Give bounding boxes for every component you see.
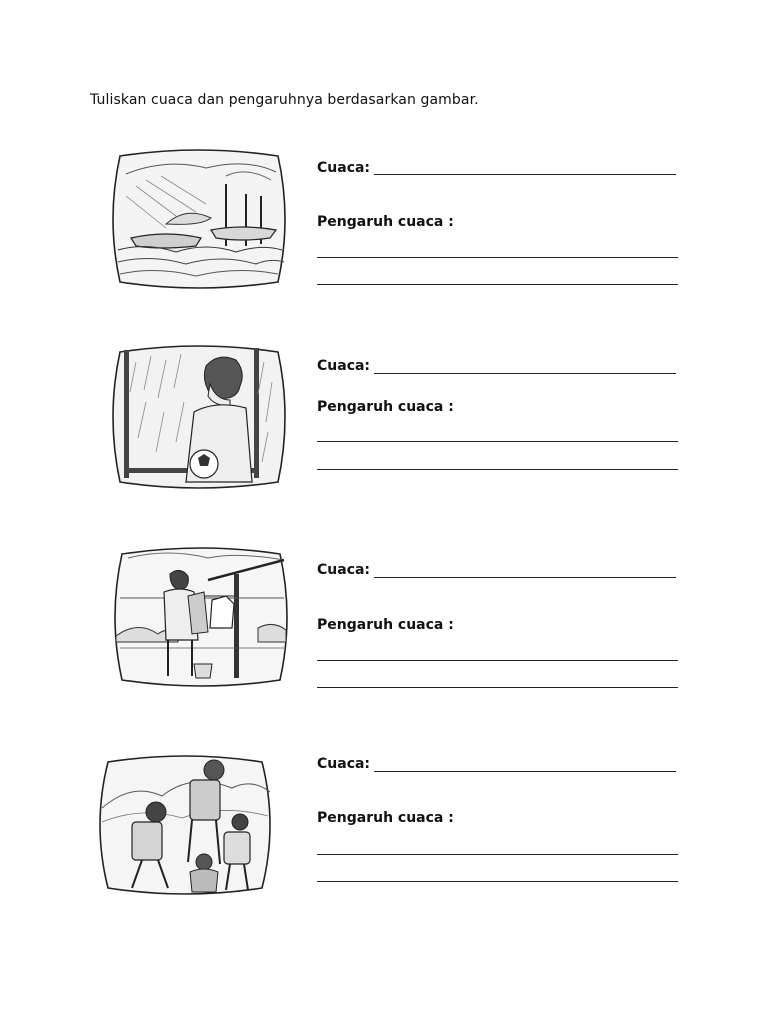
exercise-item-1	[0, 146, 768, 306]
pengaruh-answer-line-2[interactable]	[317, 284, 678, 285]
pengaruh-answer-line-1[interactable]	[317, 854, 678, 855]
pengaruh-answer-line-2[interactable]	[317, 687, 678, 688]
cuaca-label: Cuaca:	[317, 562, 371, 578]
cuaca-answer-line[interactable]	[374, 771, 676, 772]
pengaruh-cuaca-label: Pengaruh cuaca :	[317, 399, 454, 415]
pengaruh-cuaca-label: Pengaruh cuaca :	[317, 214, 454, 230]
cuaca-answer-line[interactable]	[374, 174, 676, 175]
cuaca-answer-line[interactable]	[374, 373, 676, 374]
children-hiking-picture	[92, 752, 278, 898]
pengaruh-answer-line-2[interactable]	[317, 881, 678, 882]
pengaruh-answer-line-2[interactable]	[317, 469, 678, 470]
boy-watching-rain-picture	[106, 342, 292, 488]
cuaca-label: Cuaca:	[317, 756, 371, 772]
cuaca-label: Cuaca:	[317, 160, 371, 176]
pengaruh-cuaca-label: Pengaruh cuaca :	[317, 617, 454, 633]
cuaca-label: Cuaca:	[317, 358, 371, 374]
pengaruh-answer-line-1[interactable]	[317, 441, 678, 442]
exercise-item-2	[0, 344, 768, 504]
pengaruh-cuaca-label: Pengaruh cuaca :	[317, 810, 454, 826]
stormy-sea-boats-picture	[106, 146, 292, 292]
exercise-item-4	[0, 750, 768, 910]
exercise-item-3	[0, 546, 768, 706]
pengaruh-answer-line-1[interactable]	[317, 660, 678, 661]
instruction-text: Tuliskan cuaca dan pengaruhnya berdasarkan gambar.	[90, 92, 479, 108]
woman-hanging-clothes-picture	[108, 544, 294, 690]
pengaruh-answer-line-1[interactable]	[317, 257, 678, 258]
cuaca-answer-line[interactable]	[374, 577, 676, 578]
